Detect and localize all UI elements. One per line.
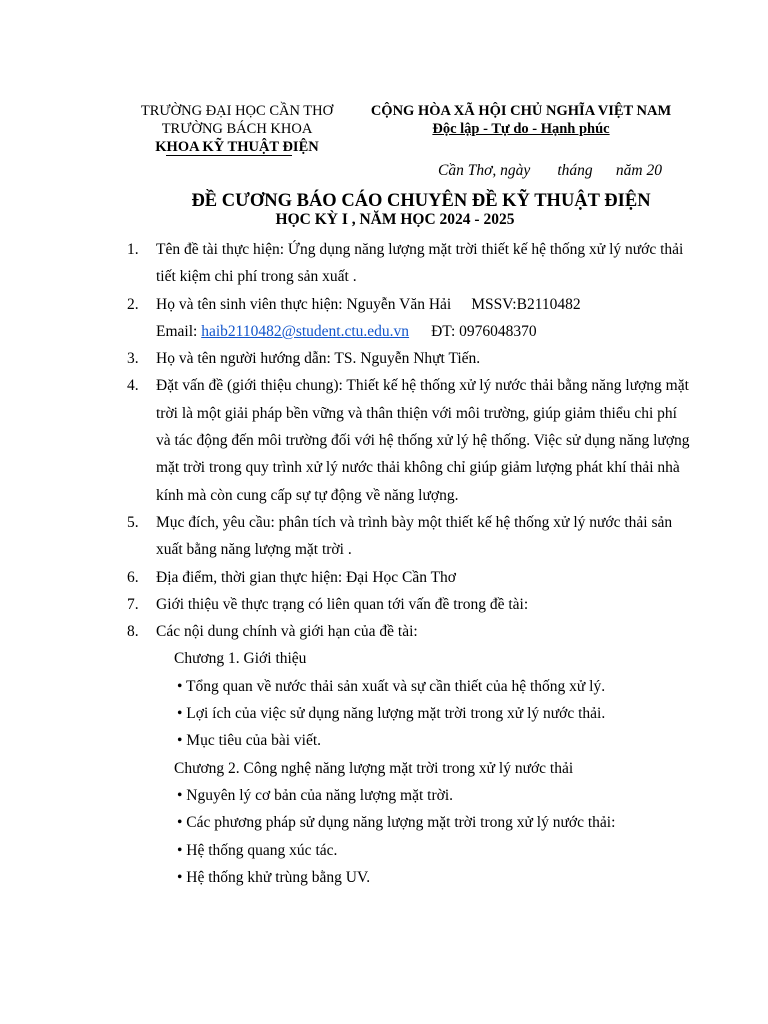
list-item [127, 372, 692, 508]
chapter-heading: Chương 1. Giới thiệu [174, 650, 307, 668]
bullet-item: • Các phương pháp sử dụng năng lượng mặt trời trong xử lý nước thải: [177, 814, 616, 832]
document-title: ĐỀ CƯƠNG BÁO CÁO CHUYÊN ĐỀ KỸ THUẬT ĐIỆN [191, 191, 651, 211]
item-number: 4. [127, 377, 139, 395]
list-item [127, 509, 692, 564]
national-motto: Độc lập - Tự do - Hạnh phúc [432, 121, 610, 137]
bullet-item: • Mục tiêu của bài viết. [177, 732, 322, 750]
item-text: Các nội dung chính và giới hạn của đề tài: [156, 623, 418, 641]
item-text: Tên đề tài thực hiện: Ứng dụng năng lượng mặt trời thiết kế hệ thống xử lý nước thải tiết kiệm chi phí trong sản xuất . [156, 241, 684, 286]
item-number: 5. [127, 513, 139, 531]
student-id: MSSV:B2110482 [471, 295, 581, 313]
item-text: Mục đích, yêu cầu: phân tích và trình bày một thiết kế hệ thống xử lý nước thải sản xuất bằng năng lượng mặt trời . [156, 513, 673, 559]
country-name: CỘNG HÒA XÃ HỘI CHỦ NGHĨA VIỆT NAM [370, 103, 672, 119]
phone-number: ĐT: 0976048370 [431, 322, 537, 340]
contact-line [127, 318, 692, 345]
item-text: Đặt vấn đề (giới thiệu chung): Thiết kế hệ thống xử lý nước thải bằng năng lượng mặt trời là một giải pháp bền vững và thân thiện với môi trường, giúp giảm thiểu chi phí và tác động đến môi trường đối với hệ thống xử lý hệ thống. Việc sử dụng năng lượng mặt trời trong quy trình xử lý nước thải không chỉ giúp giảm lượng phát khí thải nhà kính mà còn cung cấp sự tự động về năng lượng. [156, 377, 690, 504]
list-item [127, 236, 692, 291]
document-body [127, 236, 692, 891]
bullet-item: • Tổng quan về nước thải sản xuất và sự cần thiết của hệ thống xử lý. [177, 677, 606, 695]
list-item [127, 564, 692, 591]
document-subtitle: HỌC KỲ I , NĂM HỌC 2024 - 2025 [275, 211, 515, 228]
item-number: 8. [127, 623, 139, 641]
school-name: TRƯỜNG BÁCH KHOA [161, 121, 313, 137]
faculty-name: KHOA KỸ THUẬT ĐIỆN [155, 139, 319, 155]
email-label: Email: [156, 322, 202, 340]
bullet-item: • Hệ thống khử trùng bằng UV. [177, 868, 371, 886]
item-number: 7. [127, 595, 139, 613]
student-info [156, 291, 692, 318]
item-number: 3. [127, 350, 139, 368]
item-text: Địa điểm, thời gian thực hiện: Đại Học Cần Thơ [156, 568, 457, 586]
list-item [127, 345, 692, 372]
item-text: Giới thiệu về thực trạng có liên quan tới vấn đề trong đề tài: [156, 595, 529, 613]
national-header [352, 102, 690, 138]
item-text: Họ và tên người hướng dẫn: TS. Nguyễn Nhựt Tiến. [156, 350, 481, 368]
email-link[interactable]: haib2110482@student.ctu.edu.vn [201, 322, 410, 340]
item-number: 6. [127, 568, 139, 586]
bullet-item: • Nguyên lý cơ bản của năng lượng mặt trời. [177, 786, 454, 804]
bullet-item: • Hệ thống quang xúc tác. [177, 841, 338, 859]
item-number: 2. [127, 295, 139, 313]
student-name: Họ và tên sinh viên thực hiện: Nguyễn Văn Hải [156, 295, 452, 313]
item-number: 1. [127, 241, 139, 258]
date-line: Cần Thơ, ngày tháng năm 20 [438, 162, 662, 179]
bullet-item: • Lợi ích của việc sử dụng năng lượng mặt trời trong xử lý nước thải. [177, 705, 606, 723]
university-name: TRƯỜNG ĐẠI HỌC CẦN THƠ [140, 103, 334, 119]
header-divider [166, 155, 292, 156]
university-header [122, 102, 352, 156]
list-item [127, 618, 692, 645]
list-item [127, 291, 692, 318]
list-item [127, 591, 692, 618]
chapter-heading: Chương 2. Công nghệ năng lượng mặt trời trong xử lý nước thải [174, 759, 574, 777]
